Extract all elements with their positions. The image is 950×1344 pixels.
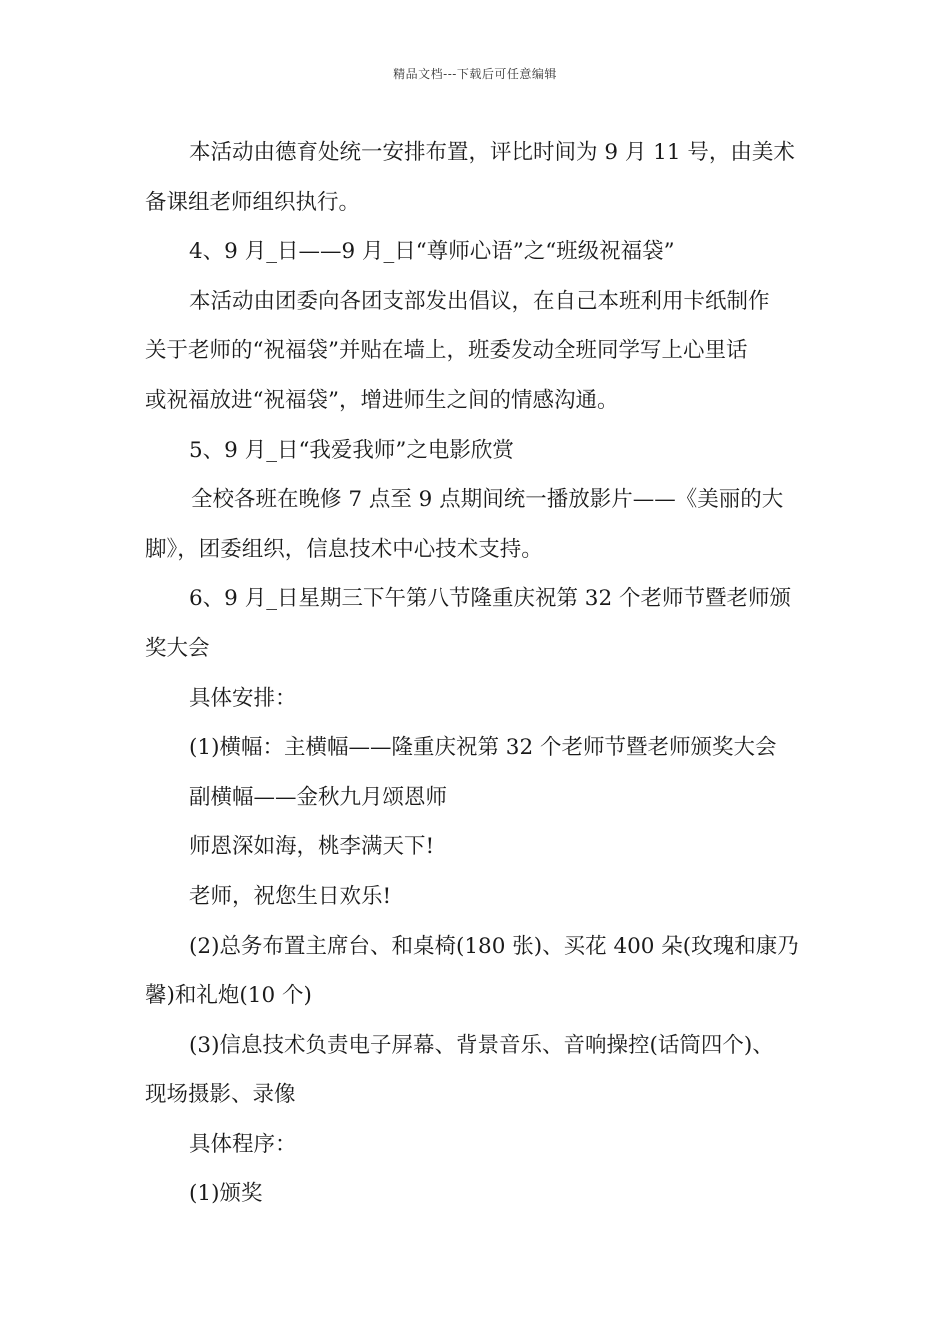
paragraph-line: 5、9 月_日“我爱我师”之电影欣赏: [189, 437, 514, 463]
paragraph-line: 馨)和礼炮(10 个): [145, 983, 312, 1009]
paragraph-line: 脚》，团委组织，信息技术中心技术支持。: [145, 536, 543, 562]
paragraph-line: (3)信息技术负责电子屏幕、背景音乐、音响操控(话筒四个)、: [189, 1032, 774, 1058]
paragraph-line: 奖大会: [145, 635, 210, 661]
page-header: 精品文档---下载后可任意编辑: [393, 67, 557, 81]
paragraph-line: 关于老师的“祝福袋”并贴在墙上，班委发动全班同学写上心里话: [145, 338, 748, 364]
paragraph-line: 现场摄影、录像: [145, 1082, 296, 1108]
paragraph-line: 副横幅——金秋九月颂恩师: [189, 784, 448, 810]
paragraph-line: (1)颁奖: [189, 1181, 263, 1207]
paragraph-line: 本活动由团委向各团支部发出倡议，在自己本班利用卡纸制作: [189, 288, 770, 314]
paragraph-line: 备课组老师组织执行。: [145, 189, 361, 215]
paragraph-line: 具体安排：: [189, 685, 297, 711]
paragraph-line: 师恩深如海，桃李满天下!: [189, 834, 435, 860]
paragraph-line: 4、9 月_日——9 月_日“尊师心语”之“班级祝福袋”: [189, 239, 675, 265]
paragraph-line: (2)总务布置主席台、和桌椅(180 张)、买花 400 朵(玫瑰和康乃: [189, 933, 799, 959]
paragraph-line: 本活动由德育处统一安排布置，评比时间为 9 月 11 号，由美术: [189, 140, 795, 165]
paragraph-line: 老师，祝您生日欢乐!: [189, 883, 392, 909]
paragraph-line: 全校各班在晚修 7 点至 9 点期间统一播放影片——《美丽的大: [191, 487, 784, 513]
document-body: [145, 128, 810, 1219]
paragraph-line: 6、9 月_日星期三下午第八节隆重庆祝第 32 个老师节暨老师颁: [189, 586, 791, 612]
paragraph-line: 具体程序：: [189, 1131, 297, 1157]
paragraph-line: (1)横幅：主横幅——隆重庆祝第 32 个老师节暨老师颁奖大会: [189, 735, 777, 761]
paragraph-line: 或祝福放进“祝福袋”，增进师生之间的情感沟通。: [145, 387, 619, 413]
